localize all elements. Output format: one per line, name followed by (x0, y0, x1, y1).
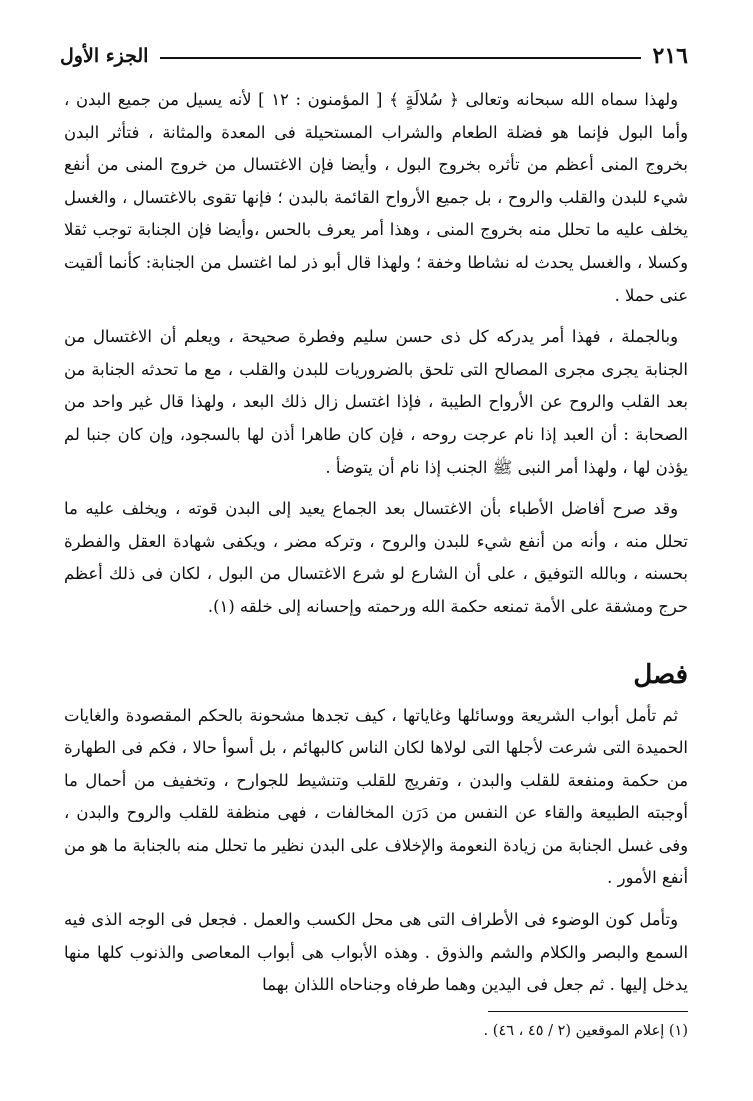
page-header (60, 38, 688, 74)
running-head: الجزء الأول (60, 45, 149, 67)
section-title: فصل (633, 659, 688, 690)
paragraph: وتأمل كون الوضوء فى الأطراف التى هى محل الكسب والعمل . فجعل فى الوجه الذى فيه السمع والبصر والكلام والشم والذوق . وهذه الأبواب هى أبواب المعاصى والذنوب كلها منها يدخل إليها . ثم جعل فى اليدين وهما طرفاه وجناحاه اللذان بهما (64, 910, 688, 995)
paragraph: وقد صرح أفاضل الأطباء بأن الاغتسال بعد الجماع يعيد إلى البدن قوته ، ويخلف عليه ما تحلل منه ، وأنه من أنفع شيء للبدن والروح ، وتركه مضر ، ويكفى شهادة العقل والفطرة بحسنه ، وبالله التوفيق ، على أن الشارع لو شرع الاغتسال من البول ، لكان فى ذلك أعظم حرج ومشقة على الأمة تمنعه حكمة الله ورحمته وإحسانه إلى خلقه (١). (64, 499, 688, 616)
paragraph: ولهذا سماه الله سبحانه وتعالى ﴿ سُلالَةٍ ﴾ [ المؤمنون : ١٢ ] لأنه يسيل من جميع البدن ، وأما البول فإنما هو فضلة الطعام والشراب المستحيلة فى المعدة والمثانة ، فتأثر البدن بخروج المنى أعظم من تأثره بخروج البول ، وأيضا فإن الاغتسال من خروج المنى من أنفع شيء للبدن والقلب والروح ، بل جميع الأرواح القائمة بالبدن ؛ فإنها تقوى بالاغتسال ، والغسل يخلف عليه ما تحلل منه بخروج المنى ، وهذا أمر يعرف بالحس ،وأيضا فإن الجنابة توجب ثقلا وكسلا ، والغسل يحدث له نشاطا وخفة ؛ ولهذا قال أبو ذر لما اغتسل من الجنابة: كأنما ألقيت عنى حملا . (64, 90, 688, 305)
page-number: ٢١٦ (652, 43, 688, 69)
paragraph: ثم تأمل أبواب الشريعة ووسائلها وغاياتها ، كيف تجدها مشحونة بالحكم المقصودة والغايات الحميدة التى شرعت لأجلها التى لولاها لكان الناس كالبهائم ، بل أسوأ حالا ، فكم فى الطهارة من حكمة ومنفعة للقلب والبدن ، وتفريج للقلب وتنشيط للجوارح ، وتخفيف من أحمال ما أوجبته الطبيعة والقاء عن النفس من دَرَن المخالفات ، فهى منظفة للقلب والروح والبدن ، وفى غسل الجنابة من زيادة النعومة والإخلاف على البدن نظير ما تحلل منه بالجنابة ما هو من أنفع الأمور . (64, 705, 688, 888)
paragraph: وبالجملة ، فهذا أمر يدركه كل ذى حسن سليم وفطرة صحيحة ، ويعلم أن الاغتسال من الجنابة يجرى مجرى المصالح التى تلحق بالضروريات للبدن والقلب ، مع ما تحدثه الجنابة من بعد القلب والروح عن الأرواح الطيبة ، فإذا اغتسل زال ذلك البعد ، ولهذا قال غير واحد من الصحابة : أن العبد إذا نام عرجت روحه ، فإن كان طاهرا أذن لها بالسجود، وإن كان جنبا لم يؤذن لها ، ولهذا أمر النبى ﷺ الجنب إذا نام أن يتوضأ . (64, 327, 688, 477)
footnote: (١) إعلام الموقعين (٢ / ٤٥ ، ٤٦) . (483, 1023, 688, 1039)
header-rule (160, 57, 640, 59)
footnote-rule (488, 1011, 688, 1012)
main-text (64, 84, 688, 1002)
